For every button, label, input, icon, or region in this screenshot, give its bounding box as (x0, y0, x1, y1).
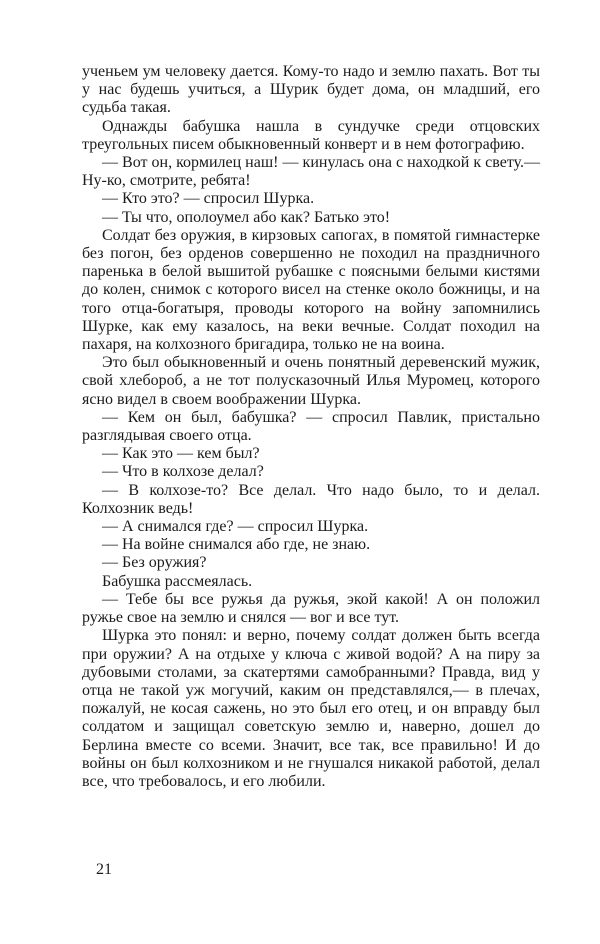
paragraph: Солдат без оружия, в кирзовых сапогах, в помятой гимнастерке без погон, без орденов совершенно не походил на праздничного паренька в белой вышитой рубашке с поясными белыми кистями до колен, снимок с которого висел на стенке около божницы, и на того отца-богатыря, проводы которого на войну запомнились Шурке, как ему казалось, на веки вечные. Солдат походил на пахаря, на колхозного бригадира, только не на воина. (82, 226, 540, 354)
paragraph: ученьем ум человеку дается. Кому-то надо и землю пахать. Вот ты у нас будешь учиться, а Шурик будет дома, он младший, его судьба такая. (82, 63, 540, 117)
paragraph: — Без оружия? (102, 554, 207, 572)
paragraph: — На войне снимался або где, не знаю. (102, 536, 371, 554)
paragraph: Это был обыкновенный и очень понятный деревенский мужик, свой хлебороб, а не тот полусказочный Илья Муромец, которого ясно видел в своем воображении Шурка. (82, 354, 540, 408)
paragraph: — Как это — кем был? (102, 445, 260, 463)
paragraph: Шурка это понял: и верно, почему солдат должен быть всегда при оружии? А на отдыхе у ключа с живой водой? А на пиру за дубовыми столами, за скатертями самобранными? Правда, вид у отца не такой уж могучий, каким он представлялся,— в плечах, пожалуй, не косая сажень, но это был его отец, и он вправду был солдатом и защищал советскую землю и, наверно, дошел до Берлина вместе со всеми. Значит, все так, все правильно! И до войны он был колхозником и не гнушался никакой работой, делал все, что требовалось, и его любили. (82, 627, 540, 790)
paragraph: — А снимался где? — спросил Шурка. (102, 518, 369, 536)
paragraph: — Что в колхозе делал? (102, 463, 264, 481)
paragraph: — Кто это? — спросил Шурка. (102, 190, 315, 208)
paragraph: — Вот он, кормилец наш! — кинулась она с находкой к свету.— Ну-ко, смотрите, ребята! (82, 154, 540, 190)
page-number: 21 (96, 861, 112, 878)
paragraph: — Кем он был, бабушка? — спросил Павлик, пристально разглядывая своего отца. (82, 408, 540, 445)
page-body (82, 63, 540, 791)
paragraph: — В колхозе-то? Все делал. Что надо было, то и делал. Колхозник ведь! (82, 481, 540, 517)
paragraph: — Ты что, ополоумел або как? Батько это! (102, 208, 391, 226)
paragraph: Бабушка рассмеялась. (102, 572, 253, 590)
paragraph: — Тебе бы все ружья да ружья, экой какой! А он положил ружье свое на землю и снялся — вог и все тут. (82, 590, 540, 627)
paragraph: Однажды бабушка нашла в сундучке среди отцовских треугольных писем обыкновенный конверт и в нем фотографию. (82, 117, 540, 153)
